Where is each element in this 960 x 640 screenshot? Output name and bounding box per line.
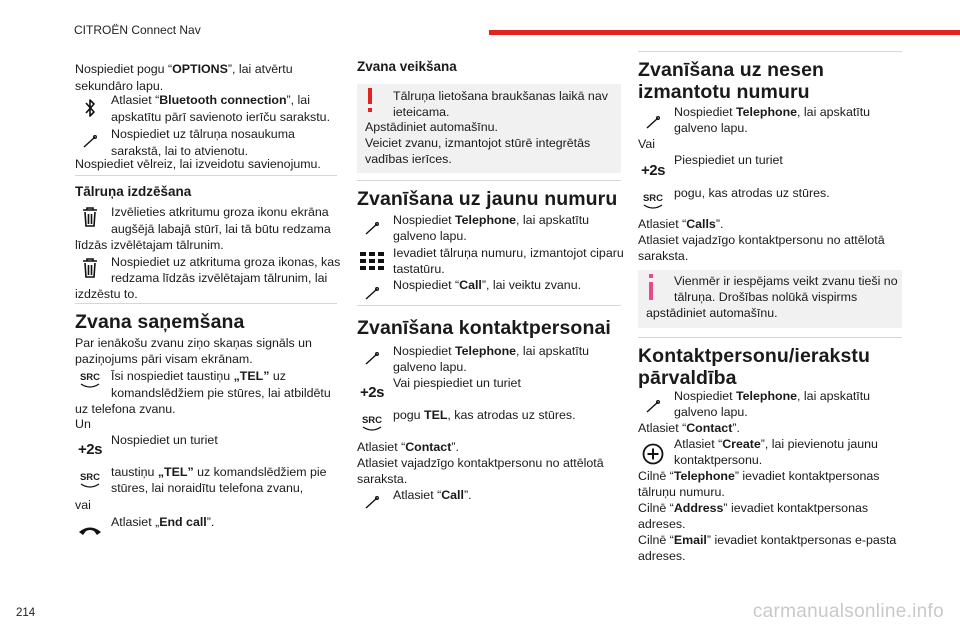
new-telephone-step: Nospiediet Telephone, lai apskatītu (393, 213, 590, 227)
info-text-line2: tālruņa. Drošības nolūkā vispirms (674, 290, 858, 304)
bluetooth-step: Atlasiet “Bluetooth connection”, lai (111, 93, 310, 107)
divider (75, 303, 337, 304)
src-steering-button-icon: SRC (638, 190, 668, 214)
tab-email-text-line2: adreses. (638, 549, 686, 563)
contact-telephone-step: Nospiediet Telephone, lai apskatītu (393, 344, 590, 358)
delete-step-2-line3: izdzēstu to. (75, 287, 138, 301)
select-calls-step: Atlasiet “Calls”. (638, 217, 724, 231)
section-heading-new-number: Zvanīšana uz jaunu numuru (357, 188, 618, 210)
warning-text-line5: vadības ierīces. (365, 152, 452, 166)
contact-src-step: pogu TEL, kas atrodas uz stūres. (393, 408, 576, 422)
manage-telephone-step-line2: galveno lapu. (674, 405, 748, 419)
press-hold-2s-icon: +2s (360, 383, 384, 401)
warning-text-line4: Veiciet zvanu, izmantojot stūrē integrētās (365, 136, 591, 150)
tel-answer-step: Īsi nospiediet taustiņu „TEL” uz (111, 369, 286, 383)
tel-reject-step: taustiņu „TEL” uz komandslēdžiem pie (111, 465, 327, 479)
manage-telephone-step: Nospiediet Telephone, lai apskatītu (674, 389, 871, 403)
tab-email-text: Cilnē “Email” ievadiet kontaktpersonas e-pasta (638, 533, 897, 547)
keypad-step: Ievadiet tālruņa numuru, izmantojot ciparu (393, 246, 624, 260)
src-steering-button-icon: SRC (75, 469, 105, 493)
running-header-title: CITROËN Connect Nav (74, 23, 201, 37)
hold-step: Nospiediet un turiet (111, 433, 218, 447)
page-number: 214 (16, 607, 36, 619)
warning-text-line3: Apstādiniet automašīnu. (365, 120, 498, 134)
select-contact-step: Atlasiet “Contact”. (357, 440, 459, 454)
select-contact-text-line2: saraksta. (638, 249, 689, 263)
info-text-line1: Vienmēr ir iespējams veikt zvanu tieši no (674, 274, 898, 288)
tab-telephone-text: Cilnē “Telephone” ievadiet kontaktpersonas (638, 469, 880, 483)
press-name-step: Nospiediet uz tālruņa nosaukuma (111, 127, 295, 141)
keypad-step-line2: tastatūru. (393, 262, 445, 276)
tel-answer-step-line3: uz telefona zvanu. (75, 402, 176, 416)
header-accent-bar (489, 30, 960, 35)
contact-telephone-step-line2: galveno lapu. (393, 360, 467, 374)
divider (357, 180, 621, 181)
recent-hold-step: Piespiediet un turiet (674, 153, 783, 167)
options-paragraph: Nospiediet pogu “OPTIONS”, lai atvērtu (75, 62, 293, 76)
tab-address-text: Cilnē “Address” ievadiet kontaktpersonas (638, 501, 869, 515)
warning-exclamation-icon (366, 88, 374, 114)
new-telephone-step-line2: galveno lapu. (393, 229, 467, 243)
info-icon (647, 274, 655, 300)
select-contact-step: Atlasiet “Contact”. (638, 421, 740, 435)
src-steering-button-icon: SRC (357, 412, 387, 436)
section-heading-call-contact: Zvanīšana kontaktpersonai (357, 317, 611, 339)
section-heading-delete-phone: Tālruņa izdzēšana (75, 184, 192, 199)
section-heading-receive-call: Zvana saņemšana (75, 311, 245, 333)
or-text: vai (75, 498, 91, 512)
delete-step-1-line2: augšējā labajā stūrī, lai tā būtu redzama (111, 222, 331, 236)
section-heading-recent-line2: izmantotu numuru (638, 81, 810, 103)
bluetooth-step-line2: apskatītu pārī savienoto ierīču sarakstu. (111, 110, 331, 124)
receive-text-line2: paziņojums pāri visam ekrānam. (75, 352, 253, 366)
create-step: Atlasiet “Create”, lai pievienotu jaunu (674, 437, 878, 451)
contact-hold-step: Vai piespiediet un turiet (393, 376, 521, 390)
divider (638, 51, 902, 52)
tel-reject-step-line2: stūres, lai noraidītu telefona zvanu, (111, 481, 304, 495)
press-again-text: Nospiediet vēlreiz, lai izveidotu savienojumu. (75, 157, 321, 171)
press-name-step-line2: sarakstā, lai to atvienotu. (111, 144, 249, 158)
watermark: carmanualsonline.info (752, 601, 944, 622)
section-heading-making-call: Zvana veikšana (357, 59, 457, 74)
delete-step-1-line3: līdzās izvēlētajam tālrunim. (75, 238, 224, 252)
receive-text-line1: Par ienākošu zvanu ziņo skaņas signāls un (75, 336, 312, 350)
warning-text-line1: Tālruņa lietošana braukšanas laikā nav (393, 89, 608, 103)
tap-icon (357, 490, 387, 514)
info-text-line3: apstādiniet automašīnu. (646, 306, 778, 320)
tab-address-text-line2: adreses. (638, 517, 686, 531)
recent-src-step: pogu, kas atrodas uz stūres. (674, 186, 830, 200)
select-contact-text: Atlasiet vajadzīgo kontaktpersonu no attēlotā (638, 233, 885, 247)
divider (638, 337, 902, 338)
and-text: Un (75, 417, 91, 431)
section-heading-manage-line2: pārvaldība (638, 367, 737, 389)
warning-text-line2: ieteicama. (393, 105, 450, 119)
divider (75, 175, 337, 176)
delete-step-2: Nospiediet uz atkrituma groza ikonas, kas (111, 255, 341, 269)
section-heading-manage-line1: Kontaktpersonu/ierakstu (638, 345, 871, 367)
end-call-step: Atlasiet „End call”. (111, 515, 215, 529)
divider (357, 305, 621, 306)
or-text: Vai (638, 137, 655, 151)
new-call-step: Nospiediet “Call”, lai veiktu zvanu. (393, 278, 582, 292)
options-paragraph-line2: sekundāro lapu. (75, 79, 164, 93)
section-heading-recent-line1: Zvanīšana uz nesen (638, 59, 825, 81)
select-contact-text-line2: saraksta. (357, 472, 408, 486)
press-hold-2s-icon: +2s (641, 161, 665, 179)
delete-step-2-line2: redzama līdzās izvēlētajam tālrunim, lai (111, 271, 328, 285)
contact-call-step: Atlasiet “Call”. (393, 488, 472, 502)
recent-telephone-step-line2: galveno lapu. (674, 121, 748, 135)
press-hold-2s-icon: +2s (78, 440, 102, 458)
tel-answer-step-line2: komandslēdžiem pie stūres, lai atbildētu (111, 386, 331, 400)
tab-telephone-text-line2: tālruņu numuru. (638, 485, 725, 499)
src-steering-button-icon: SRC (75, 369, 105, 393)
delete-step-1: Izvēlieties atkritumu groza ikonu ekrāna (111, 205, 329, 219)
select-contact-text: Atlasiet vajadzīgo kontaktpersonu no attēlotā (357, 456, 604, 470)
create-step-line2: kontaktpersonu. (674, 453, 763, 467)
recent-telephone-step: Nospiediet Telephone, lai apskatītu (674, 105, 871, 119)
